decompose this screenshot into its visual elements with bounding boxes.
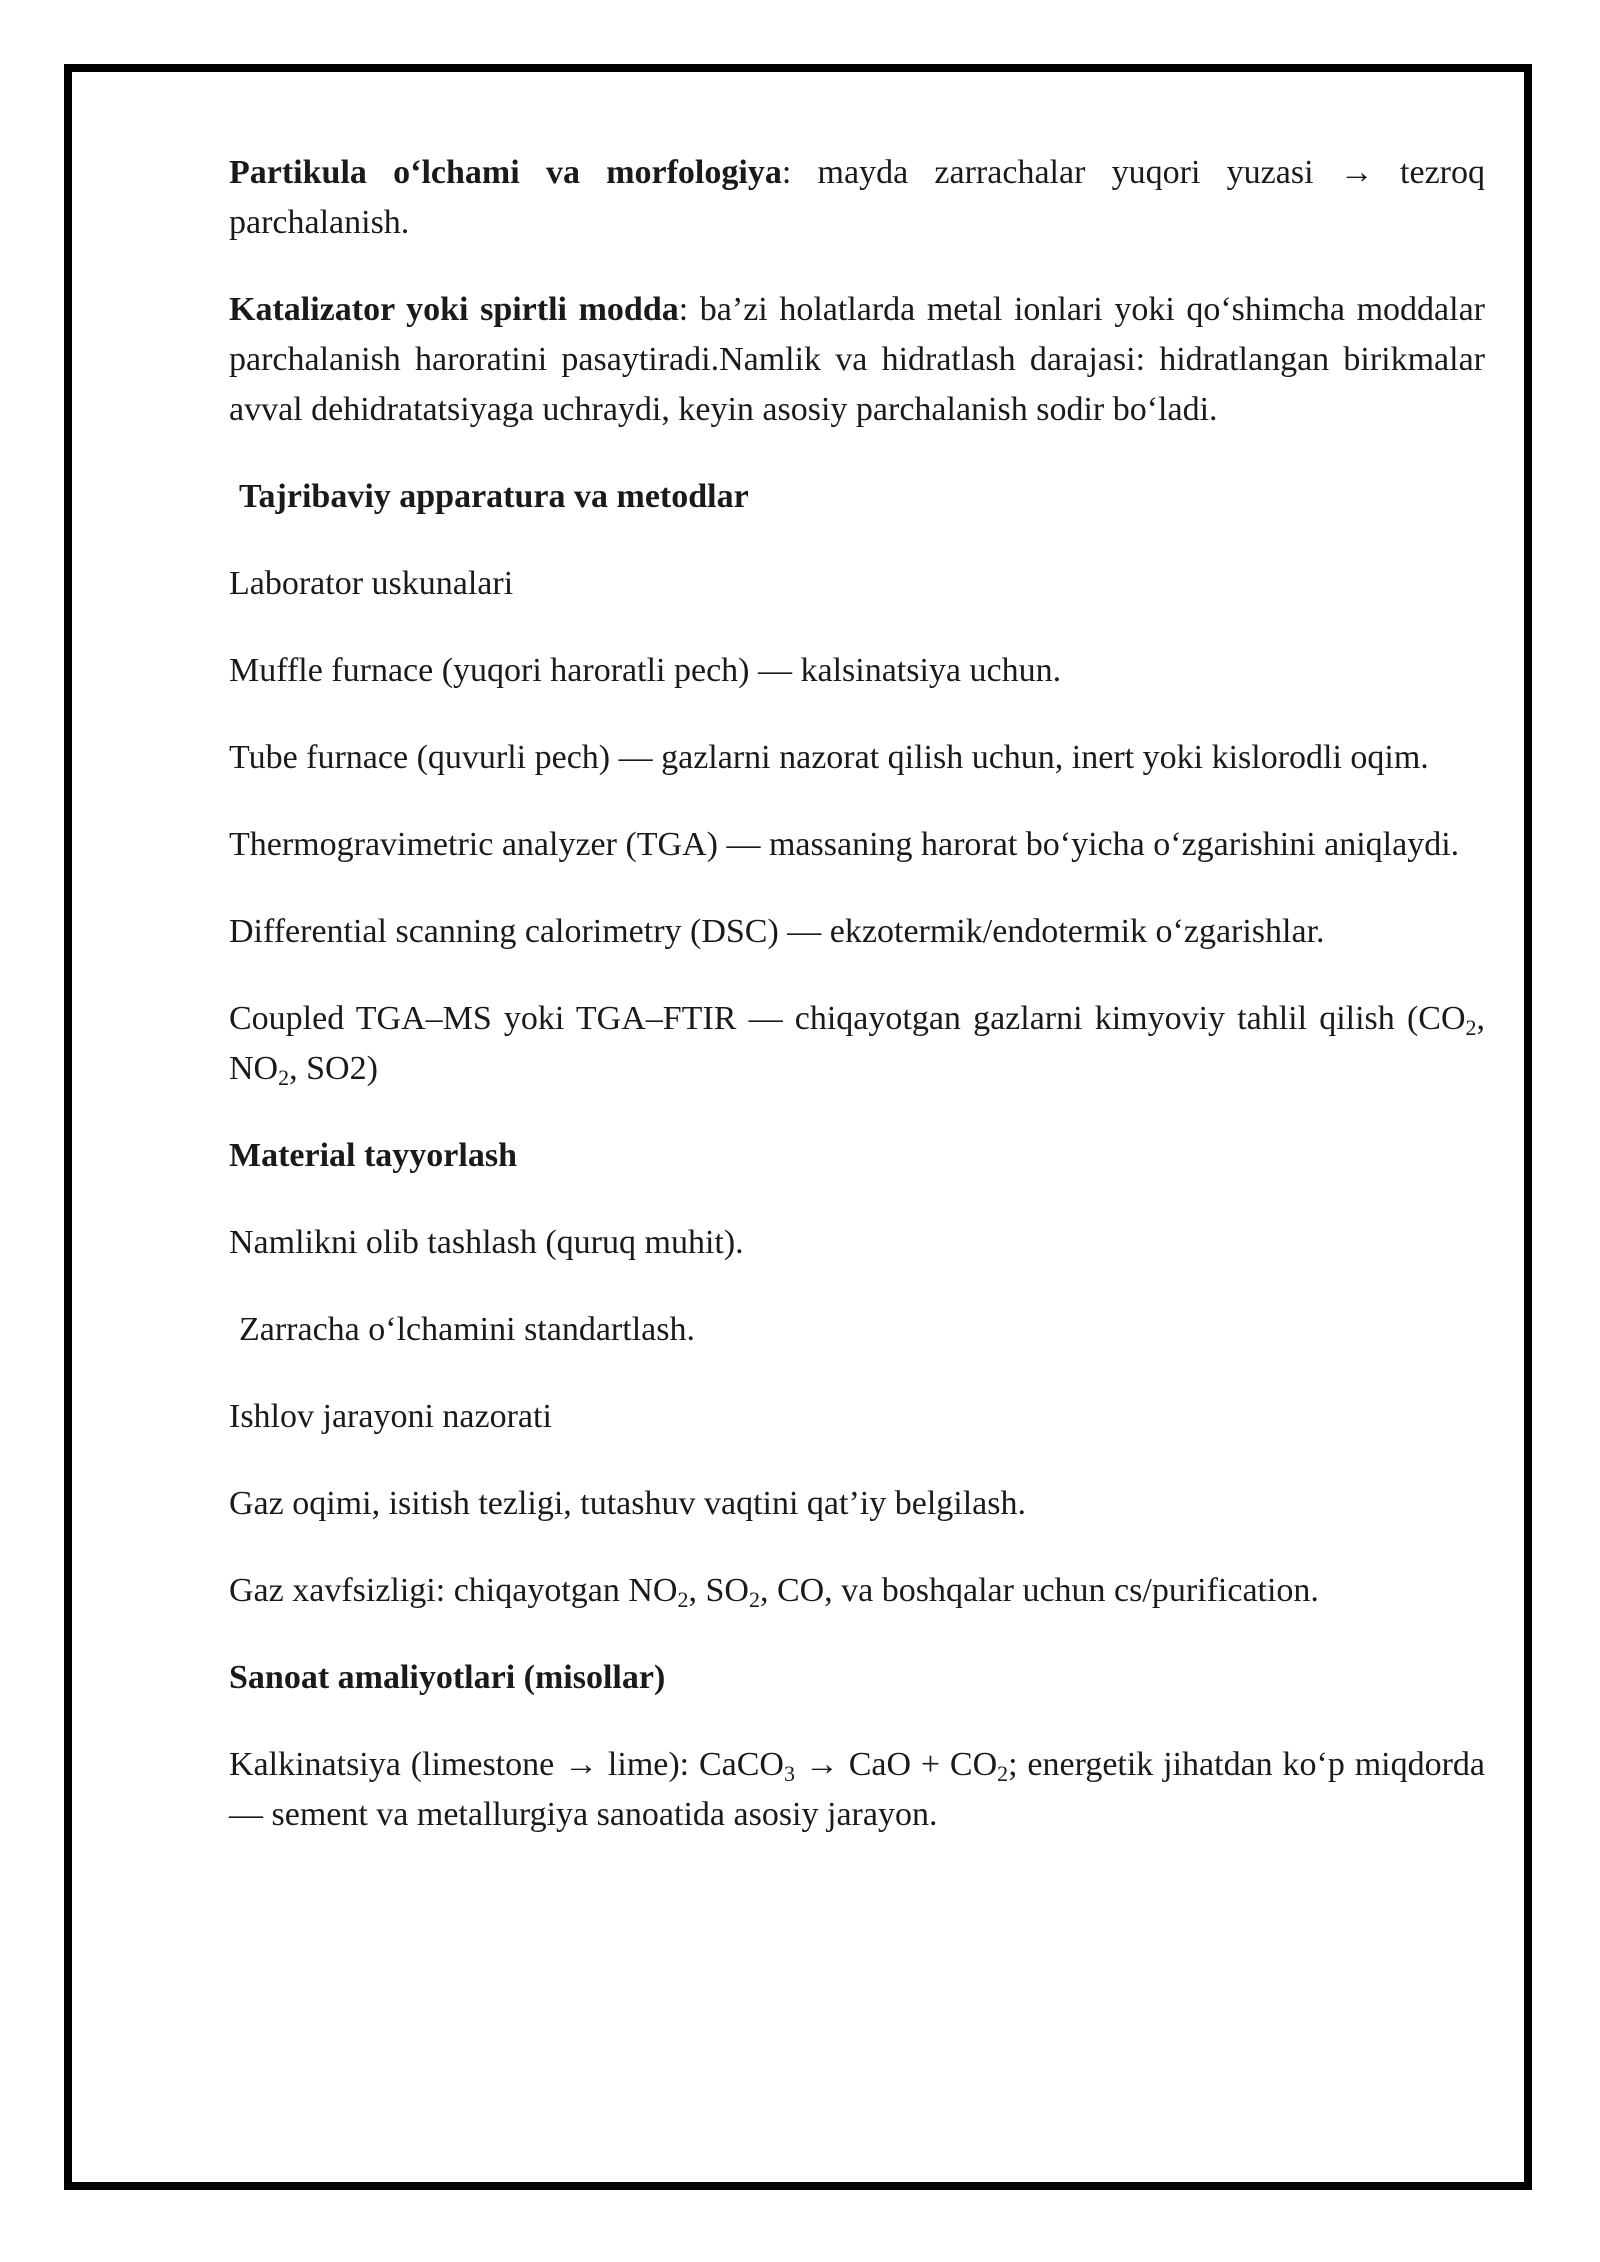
- text-gas-safety-a: Gaz xavfsizligi: chiqayotgan NO: [229, 1572, 678, 1609]
- paragraph-gas-flow: Gaz oqimi, isitish tezligi, tutashuv vaqtini qat’iy belgilash.: [229, 1485, 1026, 1522]
- paragraph-moisture: Namlikni olib tashlash (quruq muhit).: [229, 1224, 744, 1261]
- paragraph-particle-size: [229, 148, 1485, 248]
- subscript: 2: [997, 1761, 1009, 1786]
- paragraph-lab-equipment: Laborator uskunalari: [229, 565, 514, 602]
- text-coupled-c: , SO2): [289, 1050, 378, 1087]
- heading-apparatus: Tajribaviy apparatura va metodlar: [239, 478, 749, 515]
- paragraph-muffle-furnace: Muffle furnace (yuqori haroratli pech) — kalsinatsiya uchun.: [229, 652, 1062, 689]
- text-calcination-c: ; energetik jihatdan ko‘p miqdorda — sement va metallurgiya sanoatida asosiy jarayon.: [229, 1746, 1486, 1833]
- subscript: 2: [677, 1587, 689, 1612]
- document-body: [229, 148, 1485, 1877]
- paragraph-coupled-tga: [229, 994, 1485, 1094]
- text-coupled-a: Coupled TGA–MS yoki TGA–FTIR — chiqayotgan gazlarni kimyoviy tahlil qilish (CO: [229, 1000, 1466, 1037]
- paragraph-tube-furnace: Tube furnace (quvurli pech) — gazlarni nazorat qilish uchun, inert yoki kislorodli oqim.: [229, 739, 1429, 776]
- heading-material-prep: Material tayyorlash: [229, 1137, 517, 1174]
- text-coupled-b: , NO: [229, 1000, 1485, 1087]
- paragraph-process-control: Ishlov jarayoni nazorati: [229, 1398, 552, 1435]
- text-gas-safety-c: , CO, va boshqalar uchun cs/purification.: [759, 1572, 1319, 1609]
- paragraph-tga: Thermogravimetric analyzer (TGA) — massaning harorat bo‘yicha o‘zgarishini aniqlaydi.: [229, 826, 1460, 863]
- text-catalyst: : ba’zi holatlarda metal ionlari yoki qo‘shimcha moddalar parchalanish haroratini pasaytiradi.Namlik va hidratlash darajasi: hidratlangan birikmalar avval dehidratatsiyaga uchraydi, keyin asosiy parchalanish sodir bo‘ladi.: [229, 291, 1485, 428]
- heading-industrial: Sanoat amaliyotlari (misollar): [229, 1659, 666, 1696]
- text-gas-safety-b: , SO: [688, 1572, 749, 1609]
- paragraph-calcination: [229, 1740, 1485, 1840]
- paragraph-particle-standard: Zarracha o‘lchamini standartlash.: [239, 1311, 695, 1348]
- subscript: 3: [783, 1761, 795, 1786]
- subscript: 2: [748, 1587, 760, 1612]
- paragraph-dsc: Differential scanning calorimetry (DSC) — ekzotermik/endotermik o‘zgarishlar.: [229, 913, 1325, 950]
- subscript: 2: [1465, 1015, 1477, 1040]
- text-calcination-a: Kalkinatsiya (limestone → lime): CaCO: [229, 1746, 784, 1783]
- paragraph-catalyst: [229, 285, 1485, 435]
- text-calcination-b: → CaO + CO: [794, 1746, 998, 1783]
- term-catalyst: Katalizator yoki spirtli modda: [229, 291, 679, 328]
- text-particle-size: : mayda zarrachalar yuqori yuzasi → tezroq parchalanish.: [229, 154, 1485, 241]
- term-particle-size: Partikula o‘lchami va morfologiya: [229, 154, 782, 191]
- subscript: 2: [278, 1065, 290, 1090]
- paragraph-gas-safety: [229, 1566, 1485, 1616]
